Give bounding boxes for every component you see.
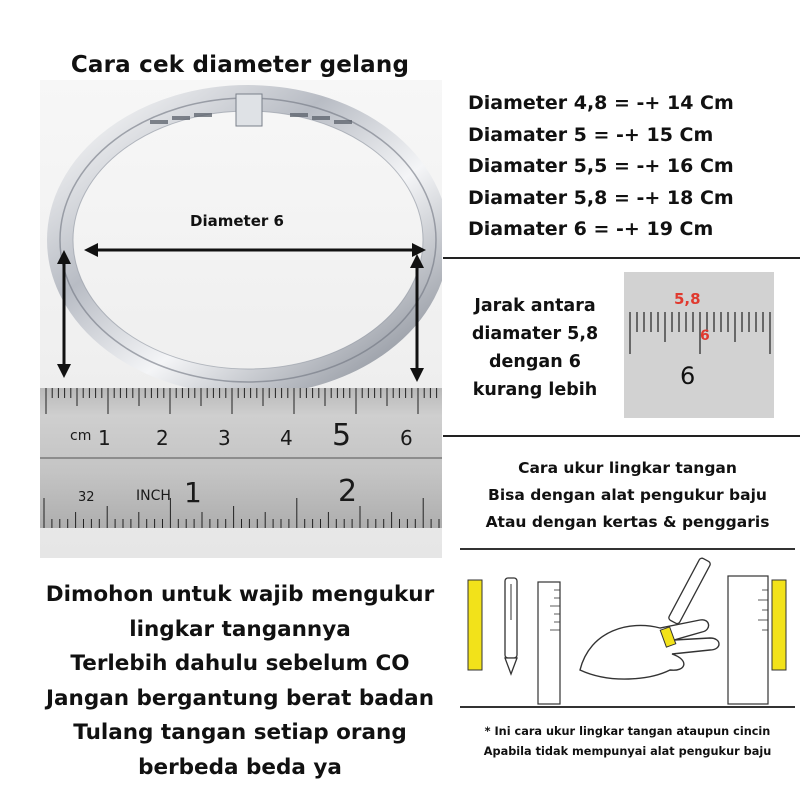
bottom-notice [20,578,460,785]
paper-strip-left [468,580,482,670]
mini-red-top: 5,8 [674,290,701,308]
measure-instructions [455,455,800,536]
distance-line: diamater 5,8 [471,324,599,344]
ruler-cm-1: 1 [98,426,111,450]
bangle-clasp [236,94,262,126]
ruler-right-icon [728,576,768,704]
page-title: Cara cek diameter gelang [70,52,410,78]
ruler-left-icon [538,582,560,704]
footnote [455,722,800,762]
ruler-cm-5: 5 [332,418,352,453]
footnote-line: * Ini cara ukur lingkar tangan ataupun cincin [484,725,771,738]
measure-line: Bisa dengan alat pengukur baju [488,486,767,504]
divider-middle [443,435,800,437]
mini-black-number: 6 [680,362,696,390]
notice-line: Jangan bergantung berat badan [46,685,434,711]
notice-line: Tulang tangan setiap orang [73,720,407,745]
ruler-inch-2: 2 [338,474,358,509]
diameter-label: Diameter 6 [190,212,284,230]
pen-icon [505,578,517,674]
ruler-cm-6: 6 [400,426,413,450]
measure-line: Cara ukur lingkar tangan [518,459,737,477]
hand-icon [580,620,719,679]
ruler-inch-label: INCH [136,488,171,504]
diameter-row: Diamater 5 = -+ 15 Cm [468,123,714,146]
notice-line: Dimohon untuk wajib mengukur [45,582,435,607]
divider-top [443,257,800,259]
distance-line: Jarak antara [474,296,596,316]
hand-measure-drawing [460,550,795,706]
distance-line: kurang lebih [472,380,598,400]
ruler-ticks [40,388,442,528]
notice-line: Terlebih dahulu sebelum CO [70,651,410,676]
ruler-cm-3: 3 [218,426,231,450]
measuring-illustration [460,548,795,708]
measure-line: Atau dengan kertas & penggaris [485,513,770,531]
ruler-left-number: 32 [78,490,95,505]
diameter-list [468,88,734,246]
mini-ruler-photo [624,272,774,418]
ruler-cm-4: 4 [280,426,293,450]
diameter-row: Diamater 6 = -+ 19 Cm [468,218,714,240]
steel-ruler [40,388,442,528]
notice-line: berbeda beda ya [138,754,342,780]
diameter-row: Diamater 5,5 = -+ 16 Cm [468,155,734,177]
paper-strip-right [772,580,786,670]
ruler-cm-2: 2 [156,426,169,450]
notice-line: lingkar tangannya [129,616,351,642]
distance-line: dengan 6 [489,352,581,372]
mini-red-mid: 6 [700,328,710,344]
diameter-row: Diameter 4,8 = -+ 14 Cm [468,92,734,114]
footnote-line: Apabila tidak mempunyai alat pengukur baju [483,745,772,758]
bangle-ring [60,98,436,382]
ruler-cm-label: cm [70,428,92,444]
distance-note [460,292,610,404]
marking-pen-icon [668,557,711,624]
ruler-inch-1: 1 [184,476,202,509]
bracelet-photo [40,80,442,558]
diameter-row: Diamater 5,8 = -+ 18 Cm [468,186,734,209]
